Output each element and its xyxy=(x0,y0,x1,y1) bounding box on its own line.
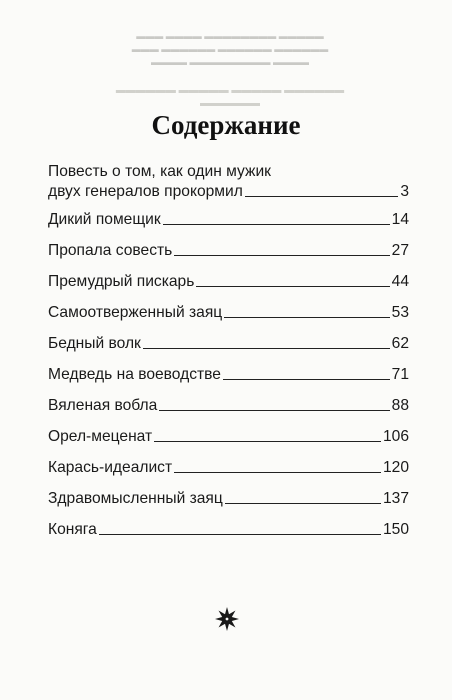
bleed-through-text: ▬▬▬ ▬▬▬▬ ▬▬▬▬▬▬▬▬ ▬▬▬▬▬ ▬▬▬ ▬▬▬▬▬▬ ▬▬▬▬▬▬ ▬▬▬▬▬▬ ▬▬▬▬ ▬▬▬▬▬▬▬▬▬ ▬▬▬▬ xyxy=(131,31,329,67)
toc-entry xyxy=(48,396,409,416)
toc-page-number: 44 xyxy=(391,273,409,290)
toc-entry xyxy=(48,303,409,323)
toc-entry-title: Карась-идеалист xyxy=(48,459,173,476)
toc-entry-title: Вяленая вобла xyxy=(48,397,158,414)
dotted-leader xyxy=(159,409,389,411)
toc-page-number: 150 xyxy=(382,521,409,538)
toc-entry xyxy=(48,365,409,385)
toc-entry xyxy=(48,489,409,509)
toc-entry-title: Орел-меценат xyxy=(48,428,153,445)
toc-entry-title: Здравомысленный заяц xyxy=(48,490,223,507)
toc-entry-title: Самоотверженный заяц xyxy=(48,304,223,321)
toc-entry-title: Коняга xyxy=(48,521,97,538)
toc-page-number: 120 xyxy=(382,459,409,476)
toc-entry-title: Медведь на воеводстве xyxy=(48,366,221,383)
toc-page-number: 137 xyxy=(382,490,409,507)
dotted-leader xyxy=(245,195,398,197)
toc-entry xyxy=(48,210,409,230)
toc-entry-title: Премудрый пискарь xyxy=(48,273,195,290)
toc-entry xyxy=(48,162,409,206)
toc-page-number: 14 xyxy=(391,211,409,228)
dotted-leader xyxy=(224,316,389,318)
dotted-leader xyxy=(196,285,389,287)
dotted-leader xyxy=(223,378,390,380)
star-flower-ornament-icon xyxy=(214,606,240,632)
toc-page-number: 3 xyxy=(400,183,409,200)
toc-page-number: 106 xyxy=(382,428,409,445)
table-of-contents xyxy=(48,162,409,540)
toc-entry xyxy=(48,427,409,447)
dotted-leader xyxy=(154,440,381,442)
toc-entry-title: двух генералов прокормил xyxy=(48,183,243,200)
bleed-through-text: ▬▬▬▬▬▬ ▬▬▬▬▬ ▬▬▬▬▬ ▬▬▬▬▬▬ ▬▬▬▬▬▬ xyxy=(115,85,345,109)
dotted-leader xyxy=(174,471,381,473)
toc-entry-title: Повесть о том, как один мужик xyxy=(48,163,271,180)
dotted-leader xyxy=(143,347,390,349)
toc-page-number: 53 xyxy=(391,304,409,321)
toc-entry xyxy=(48,520,409,540)
toc-entry-title: Дикий помещик xyxy=(48,211,161,228)
toc-entry-title: Бедный волк xyxy=(48,335,141,352)
dotted-leader xyxy=(225,502,381,504)
toc-entry xyxy=(48,334,409,354)
dotted-leader xyxy=(174,254,389,256)
toc-entry xyxy=(48,458,409,478)
toc-page-number: 62 xyxy=(391,335,409,352)
dotted-leader xyxy=(163,223,390,225)
toc-entry xyxy=(48,272,409,292)
toc-page-number: 71 xyxy=(391,366,409,383)
page-title: Содержание xyxy=(151,110,301,140)
toc-entry-title: Пропала совесть xyxy=(48,242,173,259)
dotted-leader xyxy=(99,533,381,535)
toc-page-number: 27 xyxy=(391,242,409,259)
toc-entry xyxy=(48,241,409,261)
toc-page-number: 88 xyxy=(391,397,409,414)
